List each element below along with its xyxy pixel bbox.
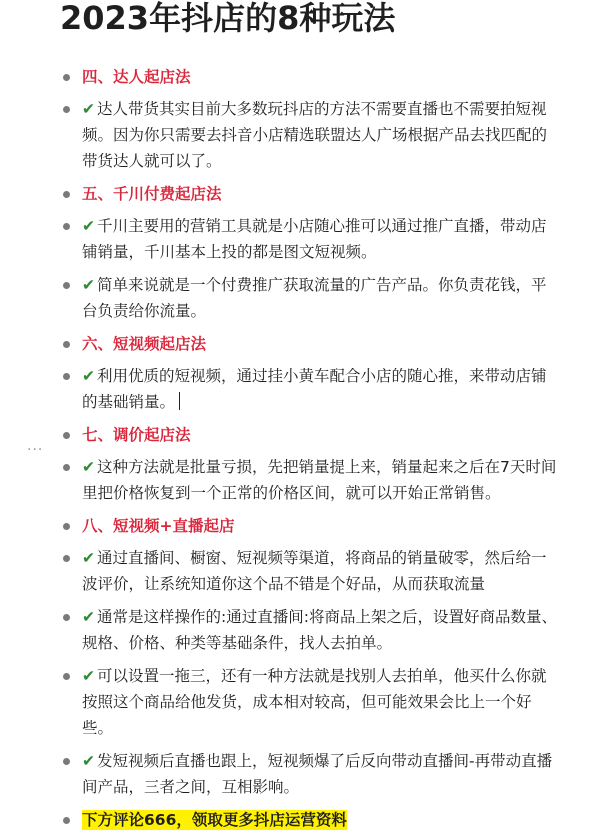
bullet-dot-icon (63, 432, 70, 439)
bullet-dot-icon (63, 555, 70, 562)
bullet-dot-icon (63, 817, 70, 824)
list-item (60, 272, 560, 324)
checkmark-icon: ✔ (82, 276, 95, 294)
section-heading (60, 422, 560, 448)
checkmark-icon: ✔ (82, 217, 95, 235)
item-text: 简单来说就是一个付费推广获取流量的广告产品。你负责花钱，平台负责给你流量。 (82, 276, 547, 320)
bullet-dot-icon (63, 673, 70, 680)
bullet-dot-icon (63, 191, 70, 198)
heading-text: 八、短视频+直播起店 (82, 517, 235, 535)
bullet-dot-icon (63, 223, 70, 230)
checkmark-icon: ✔ (82, 667, 95, 685)
heading-text: 四、达人起店法 (82, 68, 191, 86)
highlighted-call-to-action: 下方评论666，领取更多抖店运营资料 (82, 811, 347, 829)
bullet-list (60, 64, 560, 840)
item-text: 发短视频后直播也跟上，短视频爆了后反向带动直播间-再带动直播间产品，三者之间，互相影响。 (82, 752, 553, 796)
bullet-dot-icon (63, 341, 70, 348)
list-item (60, 604, 560, 656)
checkmark-icon: ✔ (82, 752, 95, 770)
checkmark-icon: ✔ (82, 458, 95, 476)
bullet-dot-icon (63, 106, 70, 113)
checkmark-icon: ✔ (82, 549, 95, 567)
section-heading (60, 331, 560, 357)
item-text: 这种方法就是批量亏损，先把销量提上来，销量起来之后在7天时间里把价格恢复到一个正常的价格区间，就可以开始正常销售。 (82, 458, 557, 502)
list-item (60, 96, 560, 174)
bullet-dot-icon (63, 614, 70, 621)
section-heading (60, 513, 560, 539)
checkmark-icon: ✔ (82, 367, 95, 385)
list-item (60, 545, 560, 597)
heading-text: 七、调价起店法 (82, 426, 191, 444)
bullet-dot-icon (63, 464, 70, 471)
bullet-dot-icon (63, 373, 70, 380)
item-text: 通过直播间、橱窗、短视频等渠道，将商品的销量破零，然后给一波评价，让系统知道你这个品不错是个好品，从而获取流量 (82, 549, 547, 593)
item-text[interactable]: 利用优质的短视频，通过挂小黄车配合小店的随心推，来带动店铺的基础销量。 (82, 367, 547, 411)
list-item (60, 213, 560, 265)
bullet-dot-icon (63, 758, 70, 765)
heading-text: 五、千川付费起店法 (82, 185, 222, 203)
heading-text: 六、短视频起店法 (82, 335, 207, 353)
text-cursor (179, 392, 180, 410)
section-heading (60, 64, 560, 90)
bullet-dot-icon (63, 74, 70, 81)
list-item (60, 663, 560, 741)
more-options-icon[interactable]: ··· (27, 442, 44, 458)
item-text: 可以设置一拖三，还有一种方法就是找别人去拍单，他买什么你就按照这个商品给他发货，成本相对较高，但可能效果会比上一个好些。 (82, 667, 547, 737)
list-item-cta (60, 807, 560, 833)
list-item (60, 748, 560, 800)
list-item (60, 454, 560, 506)
bullet-dot-icon (63, 523, 70, 530)
bullet-dot-icon (63, 282, 70, 289)
item-text: 通常是这样操作的:通过直播间:将商品上架之后，设置好商品数量、规格、价格、种类等基础条件，找人去拍单。 (82, 608, 557, 652)
item-text: 达人带货其实目前大多数玩抖店的方法不需要直播也不需要拍短视频。因为你只需要去抖音小店精选联盟达人广场根据产品去找匹配的带货达人就可以了。 (82, 100, 548, 170)
page-title: 2023年抖店的8种玩法 (60, 0, 396, 37)
section-heading (60, 181, 560, 207)
item-text: 千川主要用的营销工具就是小店随心推可以通过推广直播，带动店铺销量，千川基本上投的都是图文短视频。 (82, 217, 547, 261)
checkmark-icon: ✔ (82, 100, 95, 118)
list-item[interactable] (60, 363, 560, 415)
checkmark-icon: ✔ (82, 608, 95, 626)
